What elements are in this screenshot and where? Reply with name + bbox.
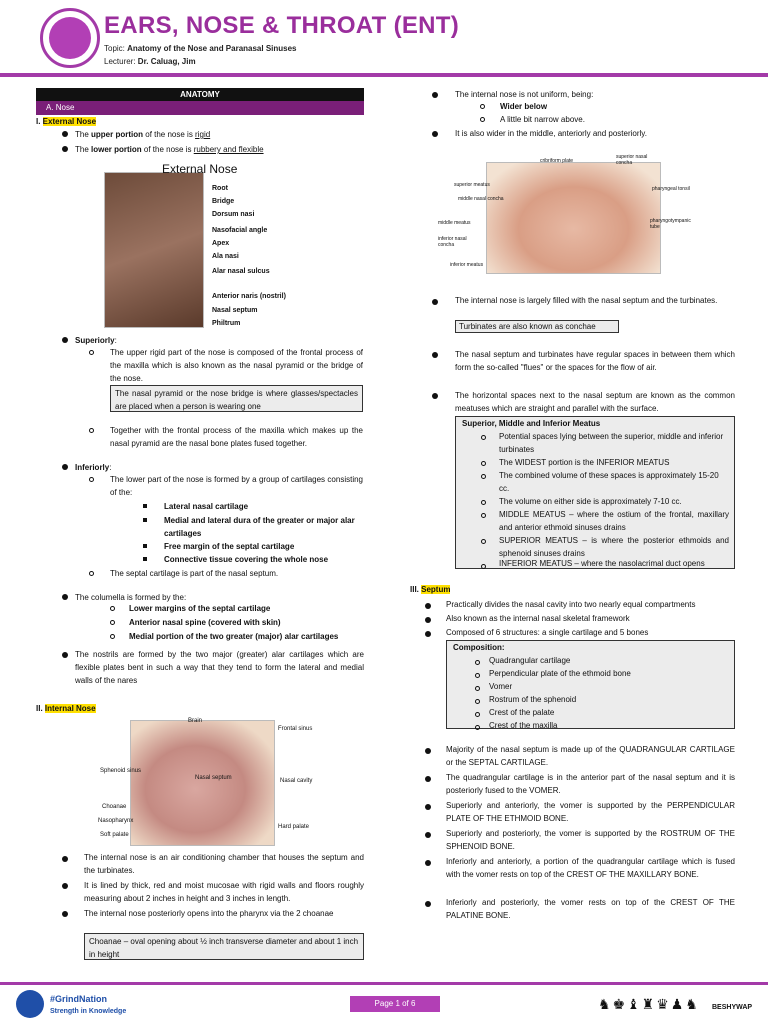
face-photo: [104, 172, 204, 328]
sub-bullet: [475, 699, 480, 704]
columella-item: Medial portion of the two greater (major) alar cartilages: [129, 632, 339, 641]
figure-label: Root: [212, 185, 228, 192]
flues-text: The nasal septum and turbinates have regular spaces in between them which form the so-called "flues" or the spaces for the flow of air.: [455, 350, 735, 372]
bullet: [432, 299, 438, 305]
sub-bullet: [89, 350, 94, 355]
meatus-item: The WIDEST portion is the INFERIOR MEATUS: [499, 458, 670, 467]
figure-title: External Nose: [162, 162, 238, 176]
septum-text-1: Practically divides the nasal cavity into two nearly equal compartments: [446, 600, 696, 609]
cartilage-item: Lateral nasal cartilage: [164, 502, 249, 511]
bullet: [432, 352, 438, 358]
sub-bullet: [110, 606, 115, 611]
figure-label: superior nasal concha: [616, 154, 648, 166]
internal-nose-heading: II. Internal Nose: [36, 704, 96, 713]
composition-item: Crest of the palate: [489, 708, 555, 717]
topic-line: Topic: Anatomy of the Nose and Paranasal Sinuses: [104, 44, 297, 53]
superiorly-text-2: Together with the frontal process of the maxilla which makes up the nasal pyramid are the nasal bone plates fused together.: [110, 426, 363, 448]
bullet: [425, 804, 431, 810]
figure-label: middle nasal concha: [458, 196, 504, 202]
figure-label: inferior nasal concha: [438, 236, 467, 248]
septum-heading: III. Septum: [410, 585, 451, 594]
ent-logo: [40, 8, 100, 68]
external-nose-figure: [104, 160, 304, 332]
bullet: [425, 631, 431, 637]
figure-label: Apex: [212, 240, 230, 247]
bullet: [425, 603, 431, 609]
internal-nose-text-3: The internal nose posteriorly opens into the pharynx via the 2 choanae: [84, 909, 334, 918]
sub-bullet: [110, 634, 115, 639]
sub-bullet: [110, 620, 115, 625]
cartilage-item: Medial and lateral dura of the greater or major alar cartilages: [164, 516, 355, 538]
square-bullet: [143, 557, 147, 561]
meatus-item: SUPERIOR MEATUS – is where the posterior ethmoids and sphenoid sinuses drains: [499, 536, 729, 558]
composition-box: [446, 640, 735, 729]
figure-label: Hard palate: [278, 824, 310, 830]
anatomy-header: ANATOMY: [36, 88, 364, 102]
sub-bullet: [480, 104, 485, 109]
septum-para-1: Majority of the nasal septum is made up of the QUADRANGULAR CARTILAGE or the SEPTAL CARTILAGE.: [446, 745, 735, 767]
figure-label: Philtrum: [212, 320, 241, 327]
upper-portion-text: The upper portion of the nose is rigid: [75, 130, 211, 139]
septum-para-6: Inferiorly and posteriorly, the vomer rests on top of the CREST OF THE PALATINE BONE.: [446, 898, 735, 920]
sub-bullet: [481, 461, 486, 466]
figure-label: Nasal cavity: [280, 778, 313, 784]
turbinates-figure: [430, 150, 730, 280]
figure-label: Brain: [188, 718, 203, 724]
conchae-note: Turbinates are also known as conchae: [455, 320, 619, 333]
septum-para-3: Superiorly and anteriorly, the vomer is supported by the PERPENDICULAR PLATE OF THE ETHMOID BONE.: [446, 801, 735, 823]
nose-subheader: A. Nose: [36, 101, 364, 115]
septum-text-2: Also known as the internal nasal skeletal framework: [446, 614, 630, 623]
figure-label: Nasopharynx: [98, 818, 134, 824]
inferiorly-text-2: The septal cartilage is part of the nasal septum.: [110, 569, 279, 578]
nostrils-text: The nostrils are formed by the two major (greater) alar cartilages which are flexible plates bent in such a way that they tend to form the lateral and medial walls of the nares: [75, 650, 364, 685]
septum-turbinates-text: The internal nose is largely filled with the nasal septum and the turbinates.: [455, 296, 718, 305]
bullet: [432, 131, 438, 137]
sub-bullet: [475, 686, 480, 691]
figure-label: pharyngeal tonsil: [652, 186, 690, 192]
composition-item: Vomer: [489, 682, 513, 691]
sub-bullet: [481, 474, 486, 479]
turbinates-image: [486, 162, 661, 274]
meatus-item: MIDDLE MEATUS – where the ostium of the frontal, maxillary and anterior ethmoid sinuses drains: [499, 510, 729, 532]
footer-divider: [0, 982, 768, 985]
internal-nose-text-1: The internal nose is an air conditioning chamber that houses the septum and the turbinates.: [84, 853, 364, 875]
inferiorly-heading: Inferiorly:: [75, 463, 112, 472]
sub-bullet: [475, 712, 480, 717]
footer-brand: BESHYWAP: [712, 1004, 753, 1011]
sub-bullet: [480, 117, 485, 122]
bullet: [62, 146, 68, 152]
square-bullet: [143, 518, 147, 522]
sub-bullet: [89, 428, 94, 433]
page-number: Page 1 of 6: [350, 996, 440, 1012]
page-title: EARS, NOSE & THROAT (ENT): [104, 12, 460, 39]
sub-bullet: [475, 725, 480, 730]
figure-label: Choanae: [102, 804, 127, 810]
bullet: [62, 594, 68, 600]
septum-para-5: Inferiorly and anteriorly, a portion of the quadrangular cartilage which is fused with the vomer rests on top of the CREST OF THE MAXILLARY BONE.: [446, 857, 735, 879]
septum-text-3: Composed of 6 structures: a single cartilage and 5 bones: [446, 628, 649, 637]
wider-middle-text: It is also wider in the middle, anteriorly and posteriorly.: [455, 129, 647, 138]
team-icons: ♞♚♝♜♛♟♞: [598, 996, 700, 1012]
bullet: [425, 860, 431, 866]
figure-label: Nasal septum: [195, 775, 232, 781]
cartilage-item: Free margin of the septal cartilage: [164, 542, 295, 551]
sub-bullet: [481, 500, 486, 505]
columella-text: The columella is formed by the:: [75, 593, 187, 602]
figure-label: Dorsum nasi: [212, 211, 255, 218]
bullet: [432, 92, 438, 98]
composition-title: Composition:: [453, 643, 505, 652]
header-divider: [0, 73, 768, 77]
sub-bullet: [89, 477, 94, 482]
bullet: [62, 131, 68, 137]
bullet: [425, 748, 431, 754]
wider-below: Wider below: [500, 102, 548, 111]
cartilage-item: Connective tissue covering the whole nose: [164, 555, 329, 564]
superiorly-heading: Superiorly:: [75, 336, 117, 345]
external-nose-heading: I. External Nose: [36, 117, 97, 126]
meatus-item: The combined volume of these spaces is approximately 15-20 cc.: [499, 471, 719, 493]
sub-bullet: [475, 673, 480, 678]
figure-label: Ala nasi: [212, 253, 239, 260]
meatus-box: [455, 416, 735, 569]
bullet: [425, 776, 431, 782]
figure-label: superior meatus: [454, 182, 490, 188]
meatus-item: INFERIOR MEATUS – where the nasolacrimal duct opens: [499, 559, 705, 568]
meatus-box-title: Superior, Middle and Inferior Meatus: [462, 419, 601, 428]
bullet: [62, 464, 68, 470]
columella-item: Anterior nasal spine (covered with skin): [129, 618, 281, 627]
bullet: [62, 883, 68, 889]
figure-label: Nasofacial angle: [212, 227, 268, 234]
columella-item: Lower margins of the septal cartilage: [129, 604, 271, 613]
sub-bullet: [89, 571, 94, 576]
composition-item: Rostrum of the sphenoid: [489, 695, 577, 704]
figure-label: inferior meatus: [450, 262, 484, 268]
meatus-item: Potential spaces lying between the superior, middle and inferior turbinates: [499, 432, 724, 454]
bullet: [425, 901, 431, 907]
figure-label: middle meatus: [438, 220, 471, 226]
figure-label: pharyngotympanic tube: [650, 218, 691, 230]
superiorly-text-1: The upper rigid part of the nose is composed of the frontal process of the maxilla which is also known as the nasal pyramid or the bridge of the nose.: [110, 348, 363, 383]
footer-tag: #GrindNation: [50, 994, 108, 1004]
bullet: [62, 652, 68, 658]
square-bullet: [143, 544, 147, 548]
sub-bullet: [481, 564, 486, 569]
figure-label: Frontal sinus: [278, 726, 313, 732]
composition-item: Perpendicular plate of the ethmoid bone: [489, 669, 631, 678]
bullet: [62, 337, 68, 343]
grindnation-logo: [16, 990, 44, 1018]
sub-bullet: [475, 660, 480, 665]
internal-nose-text-2: It is lined by thick, red and moist mucosae with rigid walls and floors roughly measuring about 2 inches in height and 3 inches in length.: [84, 881, 364, 903]
footer-slogan: Strength in Knowledge: [50, 1008, 127, 1015]
sub-bullet: [481, 539, 486, 544]
figure-label: cribriform plate: [540, 158, 574, 164]
figure-label: Soft palate: [100, 832, 129, 838]
bullet: [425, 832, 431, 838]
sagittal-section-image: [130, 720, 275, 846]
lower-portion-text: The lower portion of the nose is rubbery and flexible: [75, 145, 264, 154]
septum-para-2: The quadrangular cartilage is in the anterior part of the nasal septum and it is posteriorly fused to the VOMER.: [446, 773, 735, 795]
meatus-item: The volume on either side is approximately 7-10 cc.: [499, 497, 682, 506]
figure-label: Anterior naris (nostril): [212, 293, 286, 300]
composition-item: Quadrangular cartilage: [489, 656, 571, 665]
septum-para-4: Superiorly and posteriorly, the vomer is supported by the ROSTRUM OF THE SPHENOID BONE.: [446, 829, 735, 851]
inferiorly-text-1: The lower part of the nose is formed by a group of cartilages consisting of the:: [110, 475, 363, 497]
internal-nose-figure: [100, 720, 320, 850]
figure-label: Sphenoid sinus: [100, 768, 142, 774]
sub-bullet: [481, 513, 486, 518]
meatuses-text: The horizontal spaces next to the nasal septum are known as the common meatuses which are straight and parallel with the surface.: [455, 391, 735, 413]
nasal-pyramid-note: The nasal pyramid or the nose bridge is where glasses/spectacles are placed when a person is wearing one: [110, 385, 363, 412]
head-icon: [49, 17, 91, 59]
figure-label: Alar nasal sulcus: [212, 268, 270, 275]
composition-item: Crest of the maxilla: [489, 721, 558, 730]
lecturer-line: Lecturer: Dr. Caluag, Jim: [104, 57, 196, 66]
choanae-note: Choanae – oval opening about ½ inch transverse diameter and about 1 inch in height: [84, 933, 364, 960]
sub-bullet: [481, 435, 486, 440]
bullet: [62, 911, 68, 917]
bullet: [425, 617, 431, 623]
narrow-above: A little bit narrow above.: [500, 115, 585, 124]
figure-label: Nasal septum: [212, 307, 258, 314]
figure-label: Bridge: [212, 198, 235, 205]
bullet: [432, 393, 438, 399]
not-uniform-text: The internal nose is not uniform, being:: [455, 90, 594, 99]
bullet: [62, 856, 68, 862]
square-bullet: [143, 504, 147, 508]
